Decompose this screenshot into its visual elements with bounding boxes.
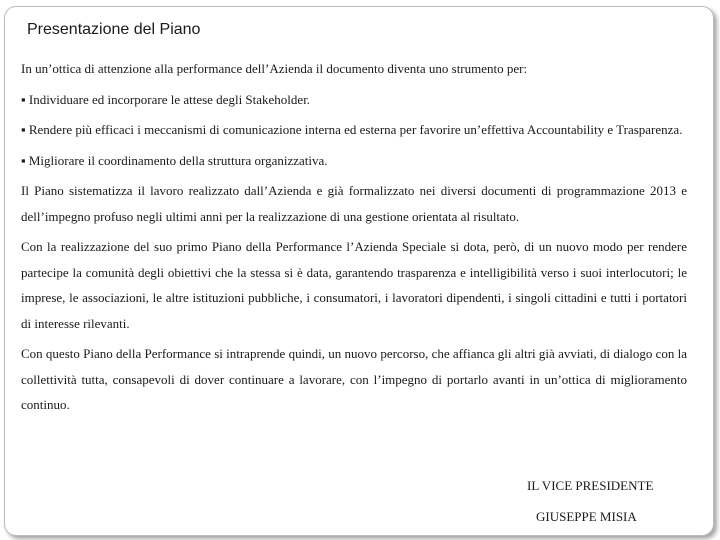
bullet-item-communication: ▪ Rendere più efficaci i meccanismi di comunicazione interna ed esterna per favorire un’effettiva Accountability e Trasparenza. — [21, 122, 683, 137]
signature-name: GIUSEPPE MISIA — [536, 509, 637, 524]
page-title: Presentazione del Piano — [27, 21, 201, 38]
document-body — [21, 56, 687, 423]
signature-role: IL VICE PRESIDENTE — [527, 478, 654, 493]
bullet-item-stakeholder: ▪ Individuare ed incorporare le attese degli Stakeholder. — [21, 91, 311, 107]
body-paragraph-performance-plan: Con la realizzazione del suo primo Piano della Performance l’Azienda Speciale si dota, però, di un nuovo modo per rendere partecipe la comunità degli obiettivi che la stessa si è data, garantendo trasparenza e intelligibilità verso i suoi interlocutori; le imprese, le associazioni, le altre istituzioni pubbliche, i consumatori, i lavoratori dipendenti, i singoli cittadini e tutti i portatori di interesse rilevanti. — [21, 239, 687, 331]
intro-paragraph: In un’ottica di attenzione alla performance dell’Azienda il documento diventa uno strumento per: — [21, 61, 528, 76]
body-paragraph-programming: Il Piano sistematizza il lavoro realizzato dall’Azienda e già formalizzato nei diversi documenti di programmazione 2013 e dell’impegno profuso negli ultimi anni per la realizzazione di una gestione orientata al risultato. — [21, 183, 687, 224]
body-paragraph-dialogue: Con questo Piano della Performance si intraprende quindi, un nuovo percorso, che affianca gli altri già avviati, di dialogo con la collettività tutta, consapevoli di dover continuare a lavorare, con l’impegno di portarlo avanti in un’ottica di miglioramento continuo. — [21, 346, 687, 412]
bullet-item-coordination: ▪ Migliorare il coordinamento della struttura organizzativa. — [21, 152, 328, 168]
